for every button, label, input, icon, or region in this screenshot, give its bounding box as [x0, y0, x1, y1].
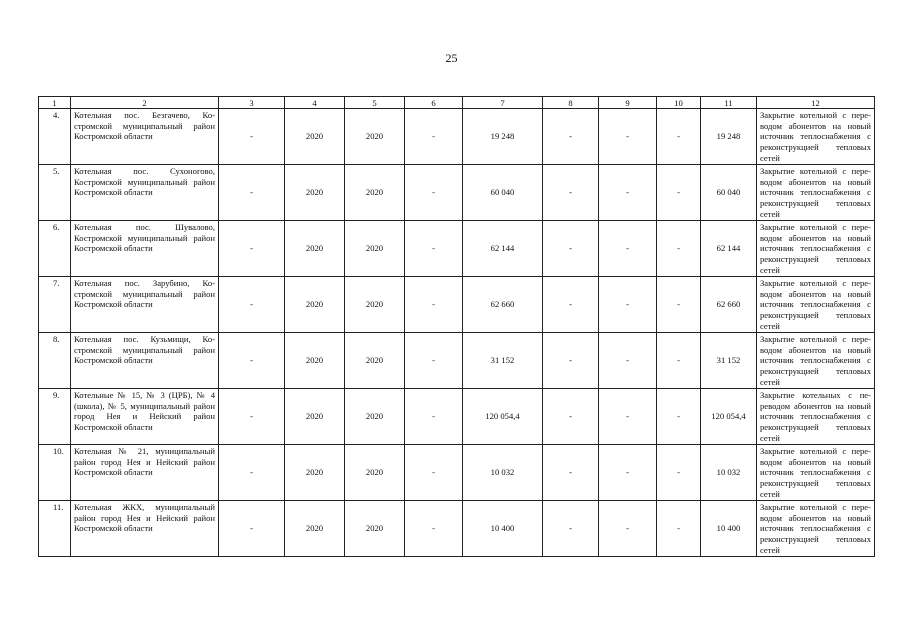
- cell-col10: -: [657, 109, 701, 165]
- boiler-house-name: Котельная пос. Кузьмищи, Костромской муниципальный район Костромской области: [71, 333, 219, 389]
- measure-description: Закрытие котельной с переводом абонентов на новый источник теплоснабжения с реконструкцией тепловых сетей: [757, 277, 875, 333]
- projects-table: [38, 96, 875, 557]
- column-header: 12: [757, 97, 875, 109]
- row-number: 7.: [39, 277, 71, 333]
- end-year: 2020: [345, 445, 405, 501]
- total-value: 62 144: [701, 221, 757, 277]
- row-number: 10.: [39, 445, 71, 501]
- table-row: [39, 389, 875, 445]
- start-year: 2020: [285, 165, 345, 221]
- end-year: 2020: [345, 165, 405, 221]
- cell-col3: -: [219, 109, 285, 165]
- cell-col6: -: [405, 501, 463, 557]
- cost-value: 10 400: [463, 501, 543, 557]
- cost-value: 60 040: [463, 165, 543, 221]
- cell-col8: -: [543, 221, 599, 277]
- cell-col10: -: [657, 445, 701, 501]
- row-number: 4.: [39, 109, 71, 165]
- boiler-house-name: Котельные № 15, № 3 (ЦРБ), № 4 (школа), № 5, муниципальный район город Нея и Нейский район Костромской области: [71, 389, 219, 445]
- page-number: 25: [445, 51, 458, 65]
- cost-value: 62 144: [463, 221, 543, 277]
- boiler-house-name: Котельная пос. Шувалово, Костромской муниципальный район Костромской области: [71, 221, 219, 277]
- total-value: 62 660: [701, 277, 757, 333]
- cell-col9: -: [599, 109, 657, 165]
- cell-col3: -: [219, 277, 285, 333]
- table-row: [39, 221, 875, 277]
- start-year: 2020: [285, 277, 345, 333]
- cell-col9: -: [599, 445, 657, 501]
- boiler-house-name: Котельная № 21, муниципальный район город Нея и Нейский район Костромской области: [71, 445, 219, 501]
- cost-value: 10 032: [463, 445, 543, 501]
- cost-value: 31 152: [463, 333, 543, 389]
- start-year: 2020: [285, 221, 345, 277]
- column-header: 9: [599, 97, 657, 109]
- table-row: [39, 333, 875, 389]
- total-value: 60 040: [701, 165, 757, 221]
- boiler-house-name: Котельная пос. Безгачево, Костромской муниципальный район Костромской области: [71, 109, 219, 165]
- table-row: [39, 445, 875, 501]
- end-year: 2020: [345, 389, 405, 445]
- start-year: 2020: [285, 109, 345, 165]
- end-year: 2020: [345, 501, 405, 557]
- cell-col6: -: [405, 109, 463, 165]
- cell-col10: -: [657, 389, 701, 445]
- total-value: 31 152: [701, 333, 757, 389]
- cell-col6: -: [405, 221, 463, 277]
- cell-col8: -: [543, 109, 599, 165]
- cell-col9: -: [599, 333, 657, 389]
- boiler-house-name: Котельная пос. Зарубино, Костромской муниципальный район Костромской области: [71, 277, 219, 333]
- cell-col3: -: [219, 389, 285, 445]
- cell-col8: -: [543, 333, 599, 389]
- total-value: 19 248: [701, 109, 757, 165]
- cell-col8: -: [543, 445, 599, 501]
- row-number: 9.: [39, 389, 71, 445]
- cell-col9: -: [599, 389, 657, 445]
- end-year: 2020: [345, 277, 405, 333]
- table-row: [39, 277, 875, 333]
- measure-description: Закрытие котельной с переводом абонентов на новый источник теплоснабжения с реконструкцией тепловых сетей: [757, 221, 875, 277]
- table-row: [39, 165, 875, 221]
- cell-col6: -: [405, 333, 463, 389]
- end-year: 2020: [345, 221, 405, 277]
- row-number: 5.: [39, 165, 71, 221]
- start-year: 2020: [285, 445, 345, 501]
- table-row: [39, 501, 875, 557]
- column-header: 6: [405, 97, 463, 109]
- row-number: 8.: [39, 333, 71, 389]
- measure-description: Закрытие котельной с переводом абонентов на новый источник теплоснабжения с реконструкцией тепловых сетей: [757, 165, 875, 221]
- cell-col6: -: [405, 165, 463, 221]
- column-header: 8: [543, 97, 599, 109]
- cell-col10: -: [657, 221, 701, 277]
- cell-col9: -: [599, 277, 657, 333]
- cell-col3: -: [219, 165, 285, 221]
- total-value: 10 032: [701, 445, 757, 501]
- cell-col9: -: [599, 165, 657, 221]
- boiler-house-name: Котельная пос. Сухоногово, Костромской муниципальный район Костромской области: [71, 165, 219, 221]
- total-value: 10 400: [701, 501, 757, 557]
- measure-description: Закрытие котельной с переводом абонентов на новый источник теплоснабжения с реконструкцией тепловых сетей: [757, 333, 875, 389]
- cell-col10: -: [657, 277, 701, 333]
- cell-col8: -: [543, 389, 599, 445]
- measure-description: Закрытие котельных с переводом абонентов на новый источник теплоснабжения с реконструкцией тепловых сетей: [757, 389, 875, 445]
- column-header: 7: [463, 97, 543, 109]
- cell-col8: -: [543, 165, 599, 221]
- cell-col3: -: [219, 445, 285, 501]
- cell-col9: -: [599, 501, 657, 557]
- column-header: 1: [39, 97, 71, 109]
- cost-value: 62 660: [463, 277, 543, 333]
- cost-value: 19 248: [463, 109, 543, 165]
- column-header: 10: [657, 97, 701, 109]
- column-header: 11: [701, 97, 757, 109]
- end-year: 2020: [345, 333, 405, 389]
- cell-col8: -: [543, 277, 599, 333]
- column-header: 2: [71, 97, 219, 109]
- table-row: [39, 109, 875, 165]
- boiler-house-name: Котельная ЖКХ, муниципальный район город Нея и Нейский район Костромской области: [71, 501, 219, 557]
- end-year: 2020: [345, 109, 405, 165]
- column-number-row: [39, 97, 875, 109]
- total-value: 120 054,4: [701, 389, 757, 445]
- cost-value: 120 054,4: [463, 389, 543, 445]
- cell-col10: -: [657, 333, 701, 389]
- cell-col6: -: [405, 445, 463, 501]
- row-number: 6.: [39, 221, 71, 277]
- measure-description: Закрытие котельной с переводом абонентов на новый источник теплоснабжения с реконструкцией тепловых сетей: [757, 501, 875, 557]
- start-year: 2020: [285, 501, 345, 557]
- row-number: 11.: [39, 501, 71, 557]
- cell-col6: -: [405, 277, 463, 333]
- column-header: 3: [219, 97, 285, 109]
- cell-col3: -: [219, 333, 285, 389]
- cell-col9: -: [599, 221, 657, 277]
- column-header: 4: [285, 97, 345, 109]
- measure-description: Закрытие котельной с переводом абонентов на новый источник теплоснабжения с реконструкцией тепловых сетей: [757, 445, 875, 501]
- cell-col10: -: [657, 501, 701, 557]
- cell-col6: -: [405, 389, 463, 445]
- start-year: 2020: [285, 389, 345, 445]
- cell-col8: -: [543, 501, 599, 557]
- measure-description: Закрытие котельной с переводом абонентов на новый источник теплоснабжения с реконструкцией тепловых сетей: [757, 109, 875, 165]
- cell-col10: -: [657, 165, 701, 221]
- cell-col3: -: [219, 221, 285, 277]
- start-year: 2020: [285, 333, 345, 389]
- cell-col3: -: [219, 501, 285, 557]
- column-header: 5: [345, 97, 405, 109]
